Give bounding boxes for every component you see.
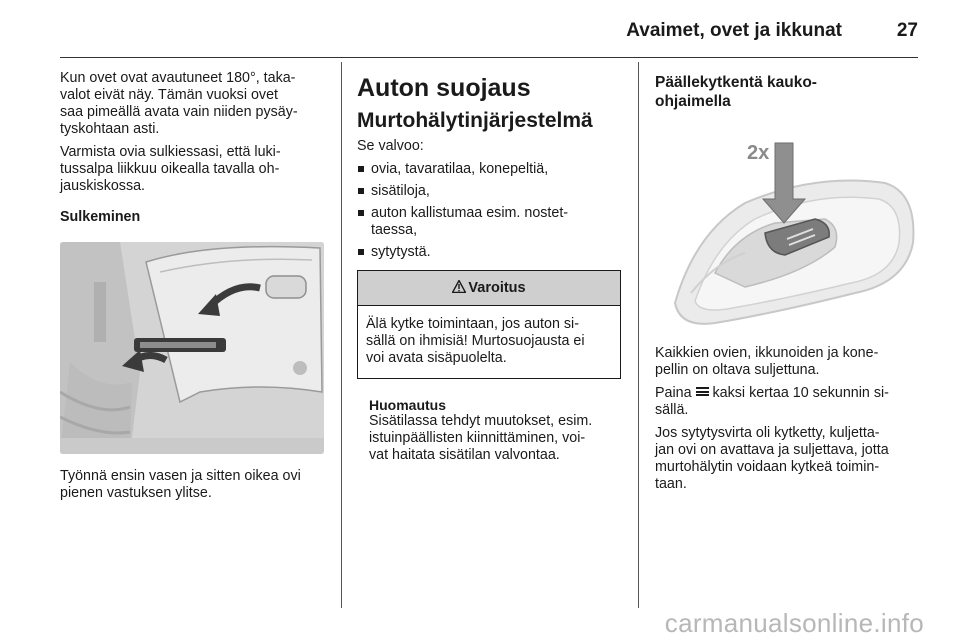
note-title: Huomautus [369, 397, 446, 413]
heading-remote-activation: Päällekytkentä kauko- ohjaimella [655, 74, 817, 110]
subheading-closing: Sulkeminen [60, 209, 141, 225]
remote-key-illustration [655, 123, 919, 335]
paragraph-press-lock: Paina kaksi kertaa 10 sekunnin si- sällä. [655, 385, 889, 418]
paragraph-lock-latch: Varmista ovia sulkiessasi, että luki- tussalpa liikkuu oikealla tavalla oh- jauskiskossa. [60, 144, 281, 194]
list-item: sytytystä. [357, 244, 621, 261]
bullet-square-icon [358, 188, 364, 194]
page-title: Avaimet, ovet ja ikkunat [626, 20, 842, 41]
monitored-list [357, 161, 621, 261]
bullet-square-icon [358, 166, 364, 172]
column-divider-1 [341, 62, 342, 608]
warning-header [358, 271, 620, 306]
warning-triangle-icon [452, 280, 466, 297]
paragraph-rear-lights: Kun ovet ovat avautuneet 180°, taka- valot eivät näy. Tämän vuoksi ovet saa pimeällä avata vain niiden pysäy- tyskohtaan asti. [60, 70, 298, 137]
paragraph-ignition: Jos sytytysvirta oli kytketty, kuljetta- jan ovi on avattava ja suljettava, jotta murtohälytin voidaan kytkeä toimin- taan. [655, 425, 889, 492]
column-middle [357, 70, 621, 464]
heading-vehicle-security: Auton suojaus [357, 74, 531, 102]
lock-symbol-icon [696, 387, 709, 396]
column-right [655, 70, 921, 499]
column-divider-2 [638, 62, 639, 608]
page-number: 27 [896, 20, 918, 41]
warning-title: Varoitus [468, 279, 526, 296]
press-count-label: 2x [747, 142, 770, 164]
paragraph-close-all: Kaikkien ovien, ikkunoiden ja kone- pellin on oltava suljettuna. [655, 345, 879, 378]
list-item: sisätiloja, [357, 183, 621, 200]
page-header [60, 18, 918, 48]
heading-anti-theft-alarm: Murtohälytinjärjestelmä [357, 109, 593, 132]
intro-monitors: Se valvoo: [357, 138, 424, 154]
header-rule [60, 57, 918, 58]
list-item: auton kallistumaa esim. nostet- taessa, [357, 205, 621, 239]
watermark: carmanualsonline.info [664, 608, 924, 638]
note-block [369, 397, 621, 464]
warning-box [357, 270, 621, 379]
list-item: ovia, tavaratilaa, konepeltiä, [357, 161, 621, 178]
note-text: Sisätilassa tehdyt muutokset, esim. istuinpäällisten kiinnittäminen, voi- vat haitata sisätilan valvontaa. [369, 413, 593, 463]
bullet-square-icon [358, 210, 364, 216]
column-left [60, 70, 326, 508]
door-closing-illustration [60, 242, 324, 454]
caption-closing: Työnnä ensin vasen ja sitten oikea ovi pienen vastuksen ylitse. [60, 468, 301, 501]
bullet-square-icon [358, 249, 364, 255]
warning-text: Älä kytke toimintaan, jos auton si- sällä on ihmisiä! Murtosuojausta ei voi avata sisäpuolelta. [366, 316, 585, 366]
